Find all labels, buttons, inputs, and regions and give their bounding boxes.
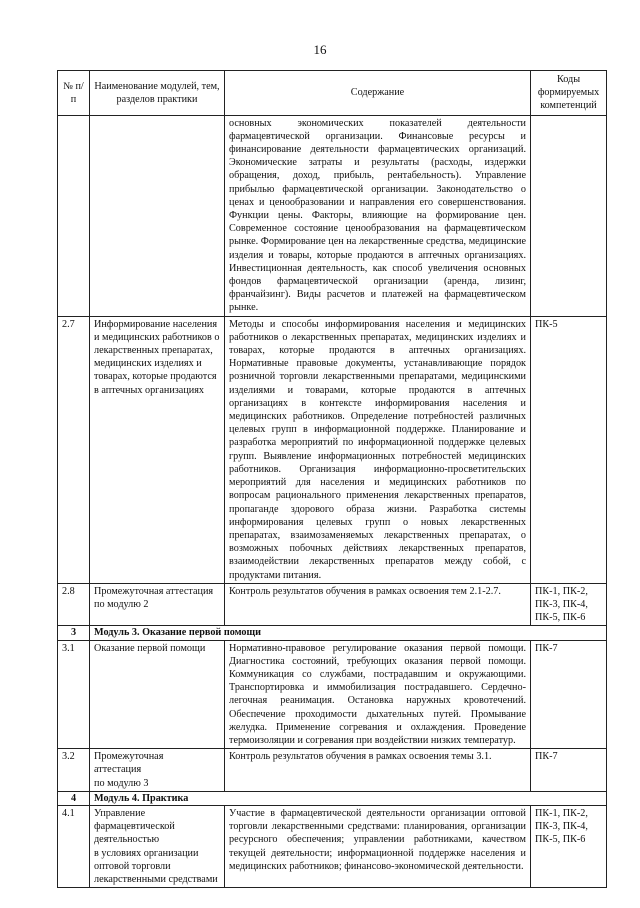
row-num: 3.1 [58,640,90,749]
row-codes [531,115,607,316]
module-title: Модуль 4. Практика [90,791,607,805]
row-codes: ПК-7 [531,749,607,792]
module-title: Модуль 3. Оказание первой помощи [90,626,607,640]
row-name-line: Промежуточная [94,751,164,763]
row-codes: ПК-5 [531,316,607,583]
row-name [90,805,225,887]
row-num: 2.8 [58,583,90,626]
table-row [58,583,607,626]
module-row [58,791,607,805]
table-row [58,805,607,887]
table-header-row [58,71,607,116]
row-content: Контроль результатов обучения в рамках освоения тем 2.1-2.7. [225,583,531,626]
row-content: Методы и способы информирования населения и медицинских работников о лекарственных препаратах, медицинских изделиях и товарах, которые продаются в аптечных организациях. Нормативные правовые документы, устанавливающие порядок розничной торговли лекарственными препаратами, медицинскими изделиями и товарами, которые продаются в аптечных организациях в контексте информирования населения и медицинских работников. Определение потребностей различных целевых групп в информационной поддержке. Планирование и разработка мероприятий по информационной поддержке целевых групп. Выявление информационных потребностей медицинских работников. Организация информационно-просветительских мероприятий для населения и медицинских работников по вопросам рационального применения лекарственных препаратов, пропаганде здорового образа жизни. Разработка системы информирования целевых групп о новых лекарственных препаратах, взаимозаменяемых лекарственных препаратах, о возможных побочных действиях лекарственных препаратов, взаимодействии лекарственных препаратов между собой, с продуктами питания. [225,316,531,583]
row-num: 4.1 [58,805,90,887]
table-row [58,115,607,316]
row-content: Контроль результатов обучения в рамках освоения темы 3.1. [225,749,531,792]
header-codes: Коды формируемых компетенций [531,71,607,116]
row-codes: ПК-7 [531,640,607,749]
row-name-line: деятельностью [94,834,160,846]
row-name [90,115,225,316]
table-row [58,316,607,583]
row-name: Оказание первой помощи [90,640,225,749]
table-row [58,640,607,749]
row-name: Информирование населения и медицинских работников о лекарственных препаратах, медицинских изделиях и товарах, которые продаются в аптечных организациях [90,316,225,583]
row-name-line: в условиях организации оптовой торговли лекарственными средствами [94,847,218,885]
row-name-line: Управление [94,807,146,819]
header-name: Наименование модулей, тем, разделов практики [90,71,225,116]
row-content: Участие в фармацевтической деятельности организации оптовой торговли лекарственными средствами: планирования, организации ресурсного обеспечения; управлении работниками, качеством текущей деятельности; информационной поддержке населения и медицинских работников; финансово-экономической деятельности. [225,805,531,887]
row-name: Промежуточная аттестация по модулю 2 [90,583,225,626]
module-num: 3 [58,626,90,640]
module-row [58,626,607,640]
module-num: 4 [58,791,90,805]
curriculum-table [57,70,607,888]
header-num: № п/п [58,71,90,116]
row-content: основных экономических показателей деятельности фармацевтической организации. Финансовые ресурсы и финансирование деятельности фармацевтических организаций. Экономические затраты и результаты (расходы, издержки обращения, доход, прибыль, рентабельность). Управление прибылью фармацевтической организации. Законодательство о ценах и ценообразовании и направления его совершенствования. Функции цены. Факторы, влияющие на формирование цен. Современное состояние ценообразования на фармацевтическом рынке. Формирование цен на лекарственные средства, медицинские изделия и товары, которые продаются в аптечных организациях. Инвестиционная деятельность, как способ увеличения основных фондов фармацевтической организации (аренда, лизинг, франчайзинг). Виды расчетов и платежей на фармацевтическом рынке. [225,115,531,316]
row-codes: ПК-1, ПК-2, ПК-3, ПК-4, ПК-5, ПК-6 [531,583,607,626]
row-num [58,115,90,316]
page-number: 16 [313,42,327,57]
row-num: 2.7 [58,316,90,583]
table-row [58,749,607,792]
header-content: Содержание [225,71,531,116]
row-name-line: фармацевтической [94,821,175,833]
row-name [90,749,225,792]
row-content: Нормативно-правовое регулирование оказания первой помощи. Диагностика состояний, требующих оказания первой помощи. Коммуникация со службами, пострадавшим и окружающими. Транспортировка и иммобилизация пострадавшего. Сердечно-легочная реанимация. Остановка наружных кровотечений. Обеспечение проходимости дыхательных путей. Промывание желудка. Применение согревания и охлаждения. Проведение термоизоляции и согревания при воздействии низких температур. [225,640,531,749]
row-codes: ПК-1, ПК-2, ПК-3, ПК-4, ПК-5, ПК-6 [531,805,607,887]
row-name-line: аттестация [94,764,142,776]
row-num: 3.2 [58,749,90,792]
row-name-line: по модулю 3 [94,777,149,789]
